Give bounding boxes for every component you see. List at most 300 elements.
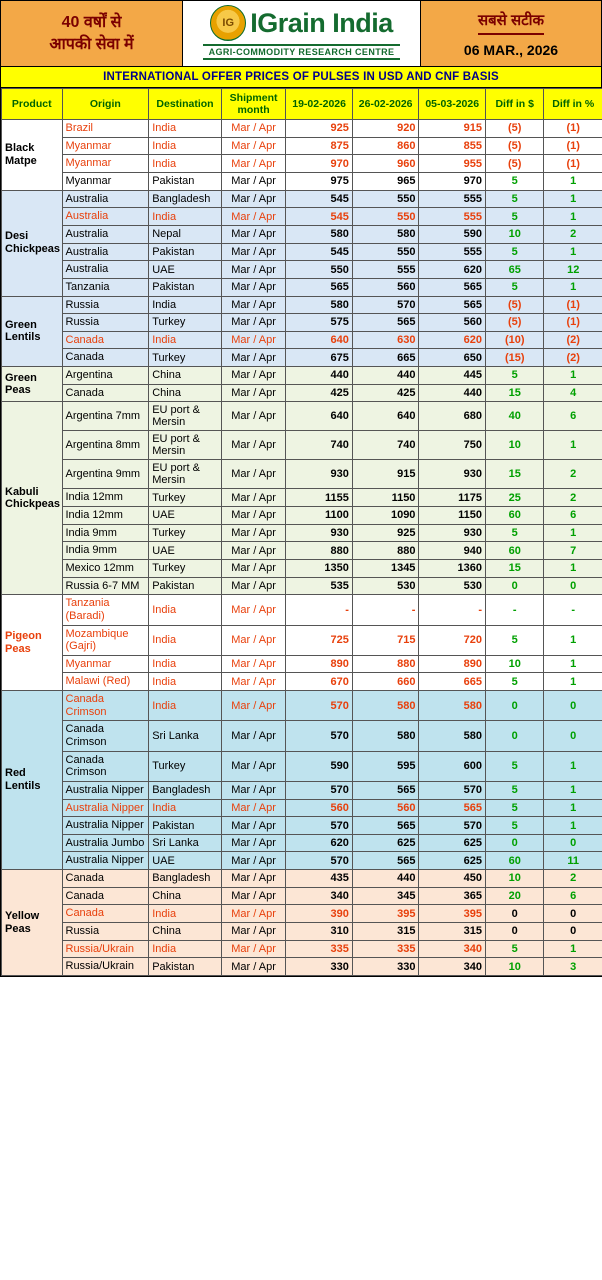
origin-cell: Australia Nipper bbox=[62, 817, 149, 835]
price-cell-2: 580 bbox=[352, 225, 419, 243]
shipment-month-cell: Mar / Apr bbox=[221, 852, 286, 870]
diff-percent-cell: 1 bbox=[544, 940, 602, 958]
destination-cell: Turkey bbox=[149, 559, 222, 577]
table-row bbox=[2, 489, 602, 507]
price-cell-1: 640 bbox=[286, 331, 353, 349]
price-cell-1: 925 bbox=[286, 120, 353, 138]
price-cell-2: 550 bbox=[352, 190, 419, 208]
diff-percent-cell: - bbox=[544, 595, 602, 625]
shipment-month-cell: Mar / Apr bbox=[221, 940, 286, 958]
diff-dollar-cell: 10 bbox=[485, 655, 543, 673]
price-cell-2: 570 bbox=[352, 296, 419, 314]
origin-cell: Canada Crimson bbox=[62, 751, 149, 781]
diff-percent-cell: 11 bbox=[544, 852, 602, 870]
diff-percent-cell: 2 bbox=[544, 870, 602, 888]
table-row bbox=[2, 799, 602, 817]
diff-dollar-cell: 5 bbox=[485, 625, 543, 655]
origin-cell: Australia bbox=[62, 225, 149, 243]
price-cell-2: 550 bbox=[352, 208, 419, 226]
diff-dollar-cell: (5) bbox=[485, 314, 543, 332]
product-name-cell: Red Lentils bbox=[2, 691, 63, 870]
diff-dollar-cell: 5 bbox=[485, 243, 543, 261]
price-cell-3: 555 bbox=[419, 208, 486, 226]
diff-dollar-cell: 5 bbox=[485, 173, 543, 191]
product-name-cell: Yellow Peas bbox=[2, 870, 63, 976]
table-row bbox=[2, 261, 602, 279]
price-cell-2: 440 bbox=[352, 870, 419, 888]
diff-percent-cell: 4 bbox=[544, 384, 602, 402]
destination-cell: India bbox=[149, 208, 222, 226]
price-cell-3: 580 bbox=[419, 691, 486, 721]
destination-cell: Pakistan bbox=[149, 577, 222, 595]
diff-dollar-cell: 15 bbox=[485, 460, 543, 489]
price-cell-1: 545 bbox=[286, 243, 353, 261]
destination-cell: UAE bbox=[149, 261, 222, 279]
shipment-month-cell: Mar / Apr bbox=[221, 190, 286, 208]
origin-cell: Canada bbox=[62, 349, 149, 367]
diff-dollar-cell: 5 bbox=[485, 817, 543, 835]
shipment-month-cell: Mar / Apr bbox=[221, 870, 286, 888]
destination-cell: India bbox=[149, 625, 222, 655]
price-cell-1: 880 bbox=[286, 542, 353, 560]
price-cell-3: 565 bbox=[419, 799, 486, 817]
price-cell-1: 435 bbox=[286, 870, 353, 888]
destination-cell: India bbox=[149, 120, 222, 138]
table-row bbox=[2, 721, 602, 751]
diff-dollar-cell: 5 bbox=[485, 940, 543, 958]
origin-cell: Argentina bbox=[62, 367, 149, 385]
shipment-month-cell: Mar / Apr bbox=[221, 595, 286, 625]
origin-cell: Australia bbox=[62, 190, 149, 208]
diff-percent-cell: 1 bbox=[544, 278, 602, 296]
price-cell-2: 335 bbox=[352, 940, 419, 958]
brand-logo-block bbox=[183, 1, 421, 66]
price-cell-3: 720 bbox=[419, 625, 486, 655]
shipment-month-cell: Mar / Apr bbox=[221, 905, 286, 923]
diff-percent-cell: (2) bbox=[544, 349, 602, 367]
destination-cell: India bbox=[149, 155, 222, 173]
price-cell-1: 545 bbox=[286, 190, 353, 208]
diff-dollar-cell: 60 bbox=[485, 507, 543, 525]
price-cell-3: 530 bbox=[419, 577, 486, 595]
shipment-month-cell: Mar / Apr bbox=[221, 155, 286, 173]
price-cell-2: 960 bbox=[352, 155, 419, 173]
diff-percent-cell: 2 bbox=[544, 489, 602, 507]
shipment-month-cell: Mar / Apr bbox=[221, 577, 286, 595]
price-cell-1: 640 bbox=[286, 402, 353, 431]
destination-cell: EU port & Mersin bbox=[149, 402, 222, 431]
origin-cell: Canada bbox=[62, 870, 149, 888]
price-cell-3: 1360 bbox=[419, 559, 486, 577]
shipment-month-cell: Mar / Apr bbox=[221, 460, 286, 489]
origin-cell: Brazil bbox=[62, 120, 149, 138]
destination-cell: India bbox=[149, 799, 222, 817]
price-cell-3: 680 bbox=[419, 402, 486, 431]
diff-dollar-cell: 5 bbox=[485, 524, 543, 542]
price-cell-2: 330 bbox=[352, 958, 419, 976]
price-cell-2: 580 bbox=[352, 691, 419, 721]
table-row bbox=[2, 431, 602, 460]
col-shipment-month: Shipment month bbox=[221, 89, 286, 120]
diff-dollar-cell: 5 bbox=[485, 781, 543, 799]
shipment-month-cell: Mar / Apr bbox=[221, 559, 286, 577]
origin-cell: Australia bbox=[62, 261, 149, 279]
origin-cell: India 12mm bbox=[62, 489, 149, 507]
tagline-line-1: 40 वर्षों से bbox=[61, 13, 122, 31]
tagline-line-2: आपकी सेवा में bbox=[49, 35, 134, 53]
price-cell-2: 565 bbox=[352, 852, 419, 870]
price-cell-3: 650 bbox=[419, 349, 486, 367]
origin-cell: Canada bbox=[62, 331, 149, 349]
shipment-month-cell: Mar / Apr bbox=[221, 278, 286, 296]
diff-percent-cell: 1 bbox=[544, 781, 602, 799]
price-cell-3: 555 bbox=[419, 190, 486, 208]
diff-percent-cell: (1) bbox=[544, 137, 602, 155]
price-cell-3: 750 bbox=[419, 431, 486, 460]
price-cell-1: 1350 bbox=[286, 559, 353, 577]
origin-cell: Australia bbox=[62, 243, 149, 261]
table-row bbox=[2, 887, 602, 905]
price-cell-2: 560 bbox=[352, 799, 419, 817]
diff-percent-cell: 7 bbox=[544, 542, 602, 560]
table-row bbox=[2, 331, 602, 349]
price-cell-3: 590 bbox=[419, 225, 486, 243]
brand-subtitle: AGRI-COMMODITY RESEARCH CENTRE bbox=[203, 44, 401, 60]
origin-cell: Australia Nipper bbox=[62, 852, 149, 870]
diff-percent-cell: 6 bbox=[544, 887, 602, 905]
diff-dollar-cell: 5 bbox=[485, 799, 543, 817]
price-cell-1: 975 bbox=[286, 173, 353, 191]
destination-cell: India bbox=[149, 655, 222, 673]
price-cell-2: 665 bbox=[352, 349, 419, 367]
price-cell-3: 955 bbox=[419, 155, 486, 173]
shipment-month-cell: Mar / Apr bbox=[221, 958, 286, 976]
destination-cell: Turkey bbox=[149, 489, 222, 507]
price-cell-1: 1100 bbox=[286, 507, 353, 525]
diff-dollar-cell: 60 bbox=[485, 542, 543, 560]
table-row bbox=[2, 542, 602, 560]
diff-percent-cell: (1) bbox=[544, 296, 602, 314]
diff-percent-cell: 1 bbox=[544, 559, 602, 577]
product-name-cell: Black Matpe bbox=[2, 120, 63, 191]
table-row bbox=[2, 507, 602, 525]
origin-cell: Myanmar bbox=[62, 155, 149, 173]
shipment-month-cell: Mar / Apr bbox=[221, 225, 286, 243]
destination-cell: Sri Lanka bbox=[149, 834, 222, 852]
price-cell-1: 340 bbox=[286, 887, 353, 905]
diff-dollar-cell: 0 bbox=[485, 905, 543, 923]
price-cell-2: 1090 bbox=[352, 507, 419, 525]
origin-cell: Australia Nipper bbox=[62, 799, 149, 817]
destination-cell: India bbox=[149, 691, 222, 721]
price-cell-3: 855 bbox=[419, 137, 486, 155]
origin-cell: Canada bbox=[62, 905, 149, 923]
table-row bbox=[2, 208, 602, 226]
table-header-row bbox=[2, 89, 602, 120]
destination-cell: Pakistan bbox=[149, 278, 222, 296]
price-cell-2: 550 bbox=[352, 243, 419, 261]
product-name-cell: Pigeon Peas bbox=[2, 595, 63, 691]
table-row bbox=[2, 278, 602, 296]
origin-cell: Myanmar bbox=[62, 137, 149, 155]
price-cell-3: 565 bbox=[419, 296, 486, 314]
destination-cell: India bbox=[149, 905, 222, 923]
origin-cell: Russia/Ukrain bbox=[62, 958, 149, 976]
shipment-month-cell: Mar / Apr bbox=[221, 349, 286, 367]
price-cell-3: 600 bbox=[419, 751, 486, 781]
price-cell-3: 440 bbox=[419, 384, 486, 402]
table-row bbox=[2, 384, 602, 402]
destination-cell: China bbox=[149, 887, 222, 905]
price-cell-1: 390 bbox=[286, 905, 353, 923]
diff-dollar-cell: 10 bbox=[485, 431, 543, 460]
price-cell-1: 890 bbox=[286, 655, 353, 673]
accuracy-tagline: सबसे सटीक bbox=[478, 10, 544, 35]
shipment-month-cell: Mar / Apr bbox=[221, 751, 286, 781]
price-cell-1: 440 bbox=[286, 367, 353, 385]
table-row bbox=[2, 595, 602, 625]
price-cell-1: 590 bbox=[286, 751, 353, 781]
origin-cell: Mozambique (Gajri) bbox=[62, 625, 149, 655]
col-diff-percent: Diff in % bbox=[544, 89, 602, 120]
origin-cell: Russia bbox=[62, 923, 149, 941]
diff-dollar-cell: 5 bbox=[485, 367, 543, 385]
price-cell-3: 365 bbox=[419, 887, 486, 905]
diff-dollar-cell: 5 bbox=[485, 751, 543, 781]
destination-cell: UAE bbox=[149, 507, 222, 525]
diff-percent-cell: 1 bbox=[544, 367, 602, 385]
diff-percent-cell: 0 bbox=[544, 721, 602, 751]
destination-cell: Bangladesh bbox=[149, 870, 222, 888]
table-row bbox=[2, 781, 602, 799]
origin-cell: Australia bbox=[62, 208, 149, 226]
table-row bbox=[2, 155, 602, 173]
destination-cell: Bangladesh bbox=[149, 190, 222, 208]
origin-cell: Malawi (Red) bbox=[62, 673, 149, 691]
price-cell-1: 570 bbox=[286, 691, 353, 721]
diff-dollar-cell: (5) bbox=[485, 137, 543, 155]
table-row bbox=[2, 120, 602, 138]
destination-cell: China bbox=[149, 923, 222, 941]
origin-cell: Argentina 8mm bbox=[62, 431, 149, 460]
destination-cell: Bangladesh bbox=[149, 781, 222, 799]
col-destination: Destination bbox=[149, 89, 222, 120]
shipment-month-cell: Mar / Apr bbox=[221, 691, 286, 721]
diff-percent-cell: 12 bbox=[544, 261, 602, 279]
diff-dollar-cell: 0 bbox=[485, 577, 543, 595]
origin-cell: Canada Crimson bbox=[62, 691, 149, 721]
price-cell-2: 880 bbox=[352, 655, 419, 673]
diff-dollar-cell: 10 bbox=[485, 225, 543, 243]
origin-cell: Russia bbox=[62, 296, 149, 314]
table-row bbox=[2, 834, 602, 852]
price-cell-1: 535 bbox=[286, 577, 353, 595]
diff-percent-cell: 1 bbox=[544, 673, 602, 691]
price-cell-3: 565 bbox=[419, 278, 486, 296]
diff-dollar-cell: 60 bbox=[485, 852, 543, 870]
shipment-month-cell: Mar / Apr bbox=[221, 367, 286, 385]
price-cell-2: 640 bbox=[352, 402, 419, 431]
origin-cell: Australia Jumbo bbox=[62, 834, 149, 852]
origin-cell: Myanmar bbox=[62, 173, 149, 191]
price-cell-1: 570 bbox=[286, 852, 353, 870]
price-cell-2: 595 bbox=[352, 751, 419, 781]
product-name-cell: Kabuli Chickpeas bbox=[2, 402, 63, 595]
origin-cell: Russia/Ukrain bbox=[62, 940, 149, 958]
origin-cell: Tanzania bbox=[62, 278, 149, 296]
diff-dollar-cell: 5 bbox=[485, 208, 543, 226]
igrain-logo-icon bbox=[210, 5, 246, 41]
destination-cell: India bbox=[149, 940, 222, 958]
price-cell-1: 570 bbox=[286, 817, 353, 835]
price-cell-2: 530 bbox=[352, 577, 419, 595]
price-cell-2: 860 bbox=[352, 137, 419, 155]
shipment-month-cell: Mar / Apr bbox=[221, 402, 286, 431]
price-cell-2: 395 bbox=[352, 905, 419, 923]
destination-cell: UAE bbox=[149, 542, 222, 560]
table-row bbox=[2, 655, 602, 673]
price-cell-1: 740 bbox=[286, 431, 353, 460]
shipment-month-cell: Mar / Apr bbox=[221, 173, 286, 191]
price-cell-2: 425 bbox=[352, 384, 419, 402]
origin-cell: India 9mm bbox=[62, 524, 149, 542]
destination-cell: China bbox=[149, 384, 222, 402]
shipment-month-cell: Mar / Apr bbox=[221, 208, 286, 226]
col-price-1: 19-02-2026 bbox=[286, 89, 353, 120]
shipment-month-cell: Mar / Apr bbox=[221, 799, 286, 817]
diff-dollar-cell: 0 bbox=[485, 721, 543, 751]
shipment-month-cell: Mar / Apr bbox=[221, 261, 286, 279]
diff-percent-cell: (2) bbox=[544, 331, 602, 349]
price-cell-2: 1345 bbox=[352, 559, 419, 577]
diff-percent-cell: 1 bbox=[544, 817, 602, 835]
diff-dollar-cell: 25 bbox=[485, 489, 543, 507]
price-cell-2: 1150 bbox=[352, 489, 419, 507]
price-cell-2: 915 bbox=[352, 460, 419, 489]
origin-cell: Canada bbox=[62, 887, 149, 905]
col-price-3: 05-03-2026 bbox=[419, 89, 486, 120]
price-cell-3: 1150 bbox=[419, 507, 486, 525]
price-cell-1: 620 bbox=[286, 834, 353, 852]
price-cell-3: 1175 bbox=[419, 489, 486, 507]
price-cell-1: 1155 bbox=[286, 489, 353, 507]
shipment-month-cell: Mar / Apr bbox=[221, 489, 286, 507]
price-cell-3: 665 bbox=[419, 673, 486, 691]
diff-percent-cell: (1) bbox=[544, 155, 602, 173]
diff-dollar-cell: 15 bbox=[485, 559, 543, 577]
origin-cell: Myanmar bbox=[62, 655, 149, 673]
table-row bbox=[2, 852, 602, 870]
price-cell-2: 555 bbox=[352, 261, 419, 279]
offer-prices-table bbox=[1, 88, 602, 976]
price-cell-1: 330 bbox=[286, 958, 353, 976]
price-cell-3: 930 bbox=[419, 524, 486, 542]
table-row bbox=[2, 958, 602, 976]
diff-dollar-cell: (15) bbox=[485, 349, 543, 367]
diff-dollar-cell: 10 bbox=[485, 958, 543, 976]
diff-percent-cell: 6 bbox=[544, 402, 602, 431]
price-cell-1: 675 bbox=[286, 349, 353, 367]
price-cell-2: - bbox=[352, 595, 419, 625]
diff-percent-cell: 0 bbox=[544, 691, 602, 721]
price-cell-3: 315 bbox=[419, 923, 486, 941]
price-cell-2: 565 bbox=[352, 314, 419, 332]
diff-percent-cell: 2 bbox=[544, 460, 602, 489]
product-name-cell: Desi Chickpeas bbox=[2, 190, 63, 296]
shipment-month-cell: Mar / Apr bbox=[221, 120, 286, 138]
destination-cell: India bbox=[149, 137, 222, 155]
price-cell-1: 425 bbox=[286, 384, 353, 402]
price-cell-2: 315 bbox=[352, 923, 419, 941]
shipment-month-cell: Mar / Apr bbox=[221, 524, 286, 542]
table-row bbox=[2, 402, 602, 431]
price-cell-3: 450 bbox=[419, 870, 486, 888]
diff-dollar-cell: (5) bbox=[485, 155, 543, 173]
price-cell-3: 555 bbox=[419, 243, 486, 261]
destination-cell: UAE bbox=[149, 852, 222, 870]
diff-percent-cell: 1 bbox=[544, 190, 602, 208]
origin-cell: Canada bbox=[62, 384, 149, 402]
table-row bbox=[2, 923, 602, 941]
diff-percent-cell: (1) bbox=[544, 314, 602, 332]
destination-cell: Turkey bbox=[149, 751, 222, 781]
report-header bbox=[1, 1, 601, 67]
destination-cell: Turkey bbox=[149, 524, 222, 542]
product-name-cell: Green Peas bbox=[2, 367, 63, 402]
price-cell-1: 570 bbox=[286, 721, 353, 751]
brand-name: IGrain India bbox=[250, 7, 393, 38]
price-cell-3: 340 bbox=[419, 958, 486, 976]
destination-cell: India bbox=[149, 296, 222, 314]
diff-dollar-cell: 0 bbox=[485, 691, 543, 721]
diff-percent-cell: 1 bbox=[544, 173, 602, 191]
diff-percent-cell: 1 bbox=[544, 431, 602, 460]
product-name-cell: Green Lentils bbox=[2, 296, 63, 367]
origin-cell: Australia Nipper bbox=[62, 781, 149, 799]
diff-percent-cell: 1 bbox=[544, 243, 602, 261]
diff-dollar-cell: 5 bbox=[485, 278, 543, 296]
shipment-month-cell: Mar / Apr bbox=[221, 655, 286, 673]
col-diff-dollar: Diff in $ bbox=[485, 89, 543, 120]
origin-cell: Argentina 9mm bbox=[62, 460, 149, 489]
origin-cell: India 12mm bbox=[62, 507, 149, 525]
table-row bbox=[2, 524, 602, 542]
destination-cell: China bbox=[149, 367, 222, 385]
price-cell-3: 940 bbox=[419, 542, 486, 560]
price-cell-1: 930 bbox=[286, 460, 353, 489]
table-row bbox=[2, 673, 602, 691]
table-row bbox=[2, 190, 602, 208]
destination-cell: Nepal bbox=[149, 225, 222, 243]
shipment-month-cell: Mar / Apr bbox=[221, 296, 286, 314]
price-cell-2: 740 bbox=[352, 431, 419, 460]
origin-cell: Mexico 12mm bbox=[62, 559, 149, 577]
price-cell-2: 580 bbox=[352, 721, 419, 751]
destination-cell: India bbox=[149, 673, 222, 691]
price-cell-1: 670 bbox=[286, 673, 353, 691]
table-row bbox=[2, 225, 602, 243]
price-cell-3: 620 bbox=[419, 261, 486, 279]
table-row bbox=[2, 173, 602, 191]
price-cell-3: 395 bbox=[419, 905, 486, 923]
price-cell-2: 925 bbox=[352, 524, 419, 542]
price-cell-2: 440 bbox=[352, 367, 419, 385]
shipment-month-cell: Mar / Apr bbox=[221, 625, 286, 655]
table-row bbox=[2, 905, 602, 923]
destination-cell: Pakistan bbox=[149, 243, 222, 261]
price-cell-1: 575 bbox=[286, 314, 353, 332]
price-cell-3: 915 bbox=[419, 120, 486, 138]
